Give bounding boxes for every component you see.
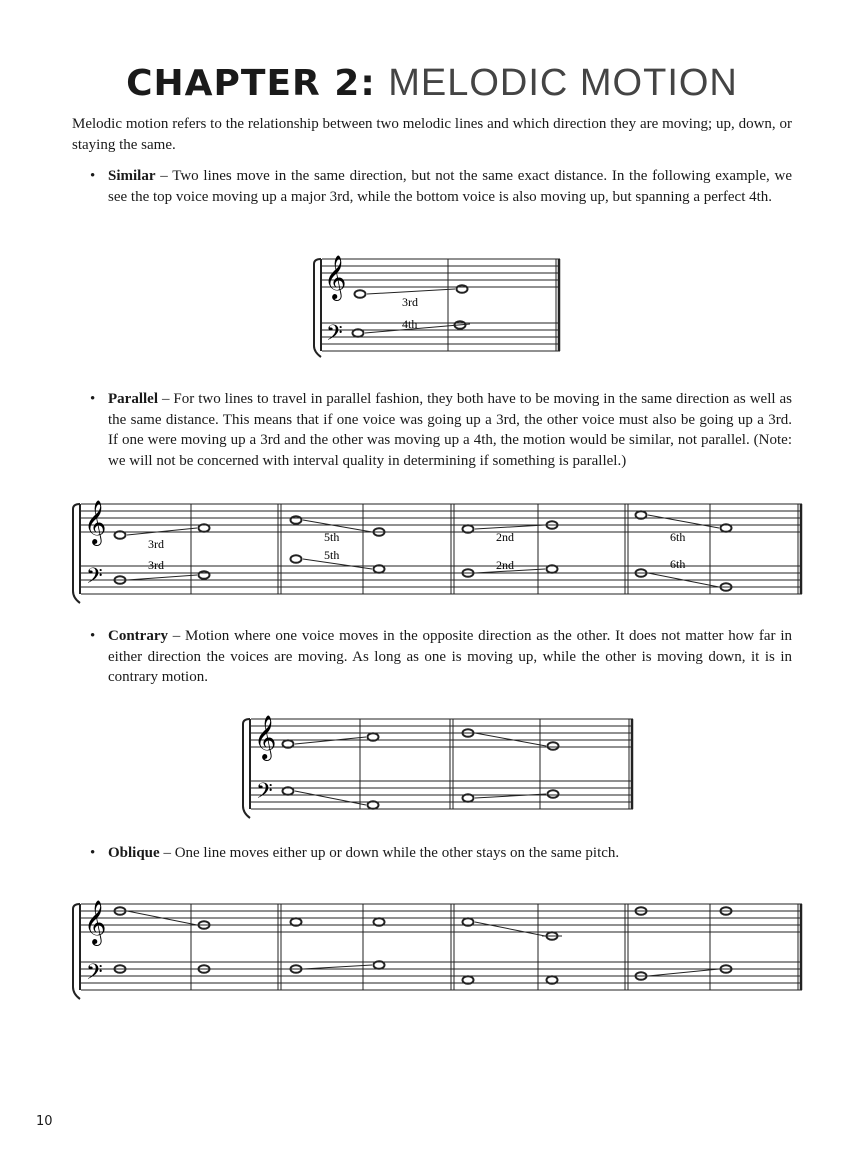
bass-clef-icon: 𝄢 <box>256 779 273 809</box>
bullet-dot: • <box>90 628 96 644</box>
interval-label: 2nd <box>496 530 514 544</box>
bass-clef-icon: 𝄢 <box>326 321 343 351</box>
bass-staff-lines <box>81 962 802 990</box>
interval-label: 3rd <box>402 295 418 309</box>
intro-paragraph: Melodic motion refers to the relationship between two melodic lines and which direction they are moving; up, down, or staying the same. <box>72 116 792 153</box>
interval-label: 3rd <box>148 558 164 572</box>
treble-clef-icon: 𝄞 <box>254 715 277 759</box>
system-brace <box>314 259 321 357</box>
interval-label: 2nd <box>496 558 514 572</box>
term-oblique: Oblique <box>108 845 160 861</box>
text-oblique: – One line moves either up or down while the other stays on the same pitch. <box>159 845 620 861</box>
motion-line <box>295 791 366 805</box>
interval-label: 3rd <box>148 537 164 551</box>
treble-staff-lines <box>81 904 802 932</box>
page-number: 10 <box>36 1114 53 1129</box>
note <box>291 516 302 524</box>
motion-line <box>475 922 545 936</box>
motion-line <box>303 965 372 969</box>
interval-label: 5th <box>324 548 340 562</box>
bullet-dot: • <box>90 845 96 861</box>
treble-staff-lines <box>81 504 802 532</box>
staff-system-parallel <box>73 500 802 603</box>
text-similar: – Two lines move in the same direction, but not the same exact distance. In the following example, we see the top voice moving up a major 3rd, while the bottom voice is also moving up, but spanning a perfect 4th. <box>108 168 792 205</box>
bass-clef-icon: 𝄢 <box>86 960 103 990</box>
treble-clef-icon: 𝄞 <box>324 255 347 299</box>
treble-staff-lines <box>322 259 560 287</box>
motion-line <box>475 525 545 529</box>
bass-staff-lines <box>81 566 802 594</box>
bass-clef-icon: 𝄢 <box>86 564 103 594</box>
note <box>355 290 366 298</box>
staff-system-similar <box>314 255 560 357</box>
treble-clef-icon: 𝄞 <box>84 500 107 544</box>
system-brace <box>243 719 250 818</box>
interval-label: 5th <box>324 530 340 544</box>
note <box>457 285 468 293</box>
term-similar: Similar <box>108 168 156 184</box>
note <box>548 742 559 750</box>
term-parallel: Parallel <box>108 391 158 407</box>
motion-line <box>367 289 455 294</box>
note <box>199 571 210 579</box>
text-parallel: – For two lines to travel in parallel fashion, they both have to be moving in the same direction as well as the same distance. This means that if one voice was going up a 3rd, the other voice must also be going up a 3rd. If one were moving up a 3rd and the other was moving up a 4th, the motion would be similar, not parallel. (Note: we will not be concerned with interval quality in determining if something is parallel.) <box>108 391 792 469</box>
motion-line <box>127 575 197 580</box>
text-contrary: – Motion where one voice moves in the opposite direction as the other. It does not matter how far in either direction the voices are moving. As long as one is moving up, while the other is moving down, it is in contrary motion. <box>108 628 792 685</box>
bullet-dot: • <box>90 391 96 407</box>
motion-line <box>648 515 719 528</box>
system-brace <box>73 504 80 603</box>
interval-label: 6th <box>670 530 686 544</box>
chapter-name: MELODIC MOTION <box>388 62 738 104</box>
note <box>291 555 302 563</box>
bullet-dot: • <box>90 168 96 184</box>
chapter-number: CHAPTER 2: <box>126 63 376 104</box>
motion-line <box>648 969 719 976</box>
system-brace <box>73 904 80 999</box>
motion-line <box>365 324 470 333</box>
interval-label: 6th <box>670 557 686 571</box>
staff-system-contrary <box>243 715 633 818</box>
term-contrary: Contrary <box>108 628 168 644</box>
bass-staff-lines <box>251 781 633 809</box>
interval-label: 4th <box>402 317 418 331</box>
staff-system-oblique <box>73 900 802 999</box>
treble-clef-icon: 𝄞 <box>84 900 107 944</box>
note <box>548 790 559 798</box>
